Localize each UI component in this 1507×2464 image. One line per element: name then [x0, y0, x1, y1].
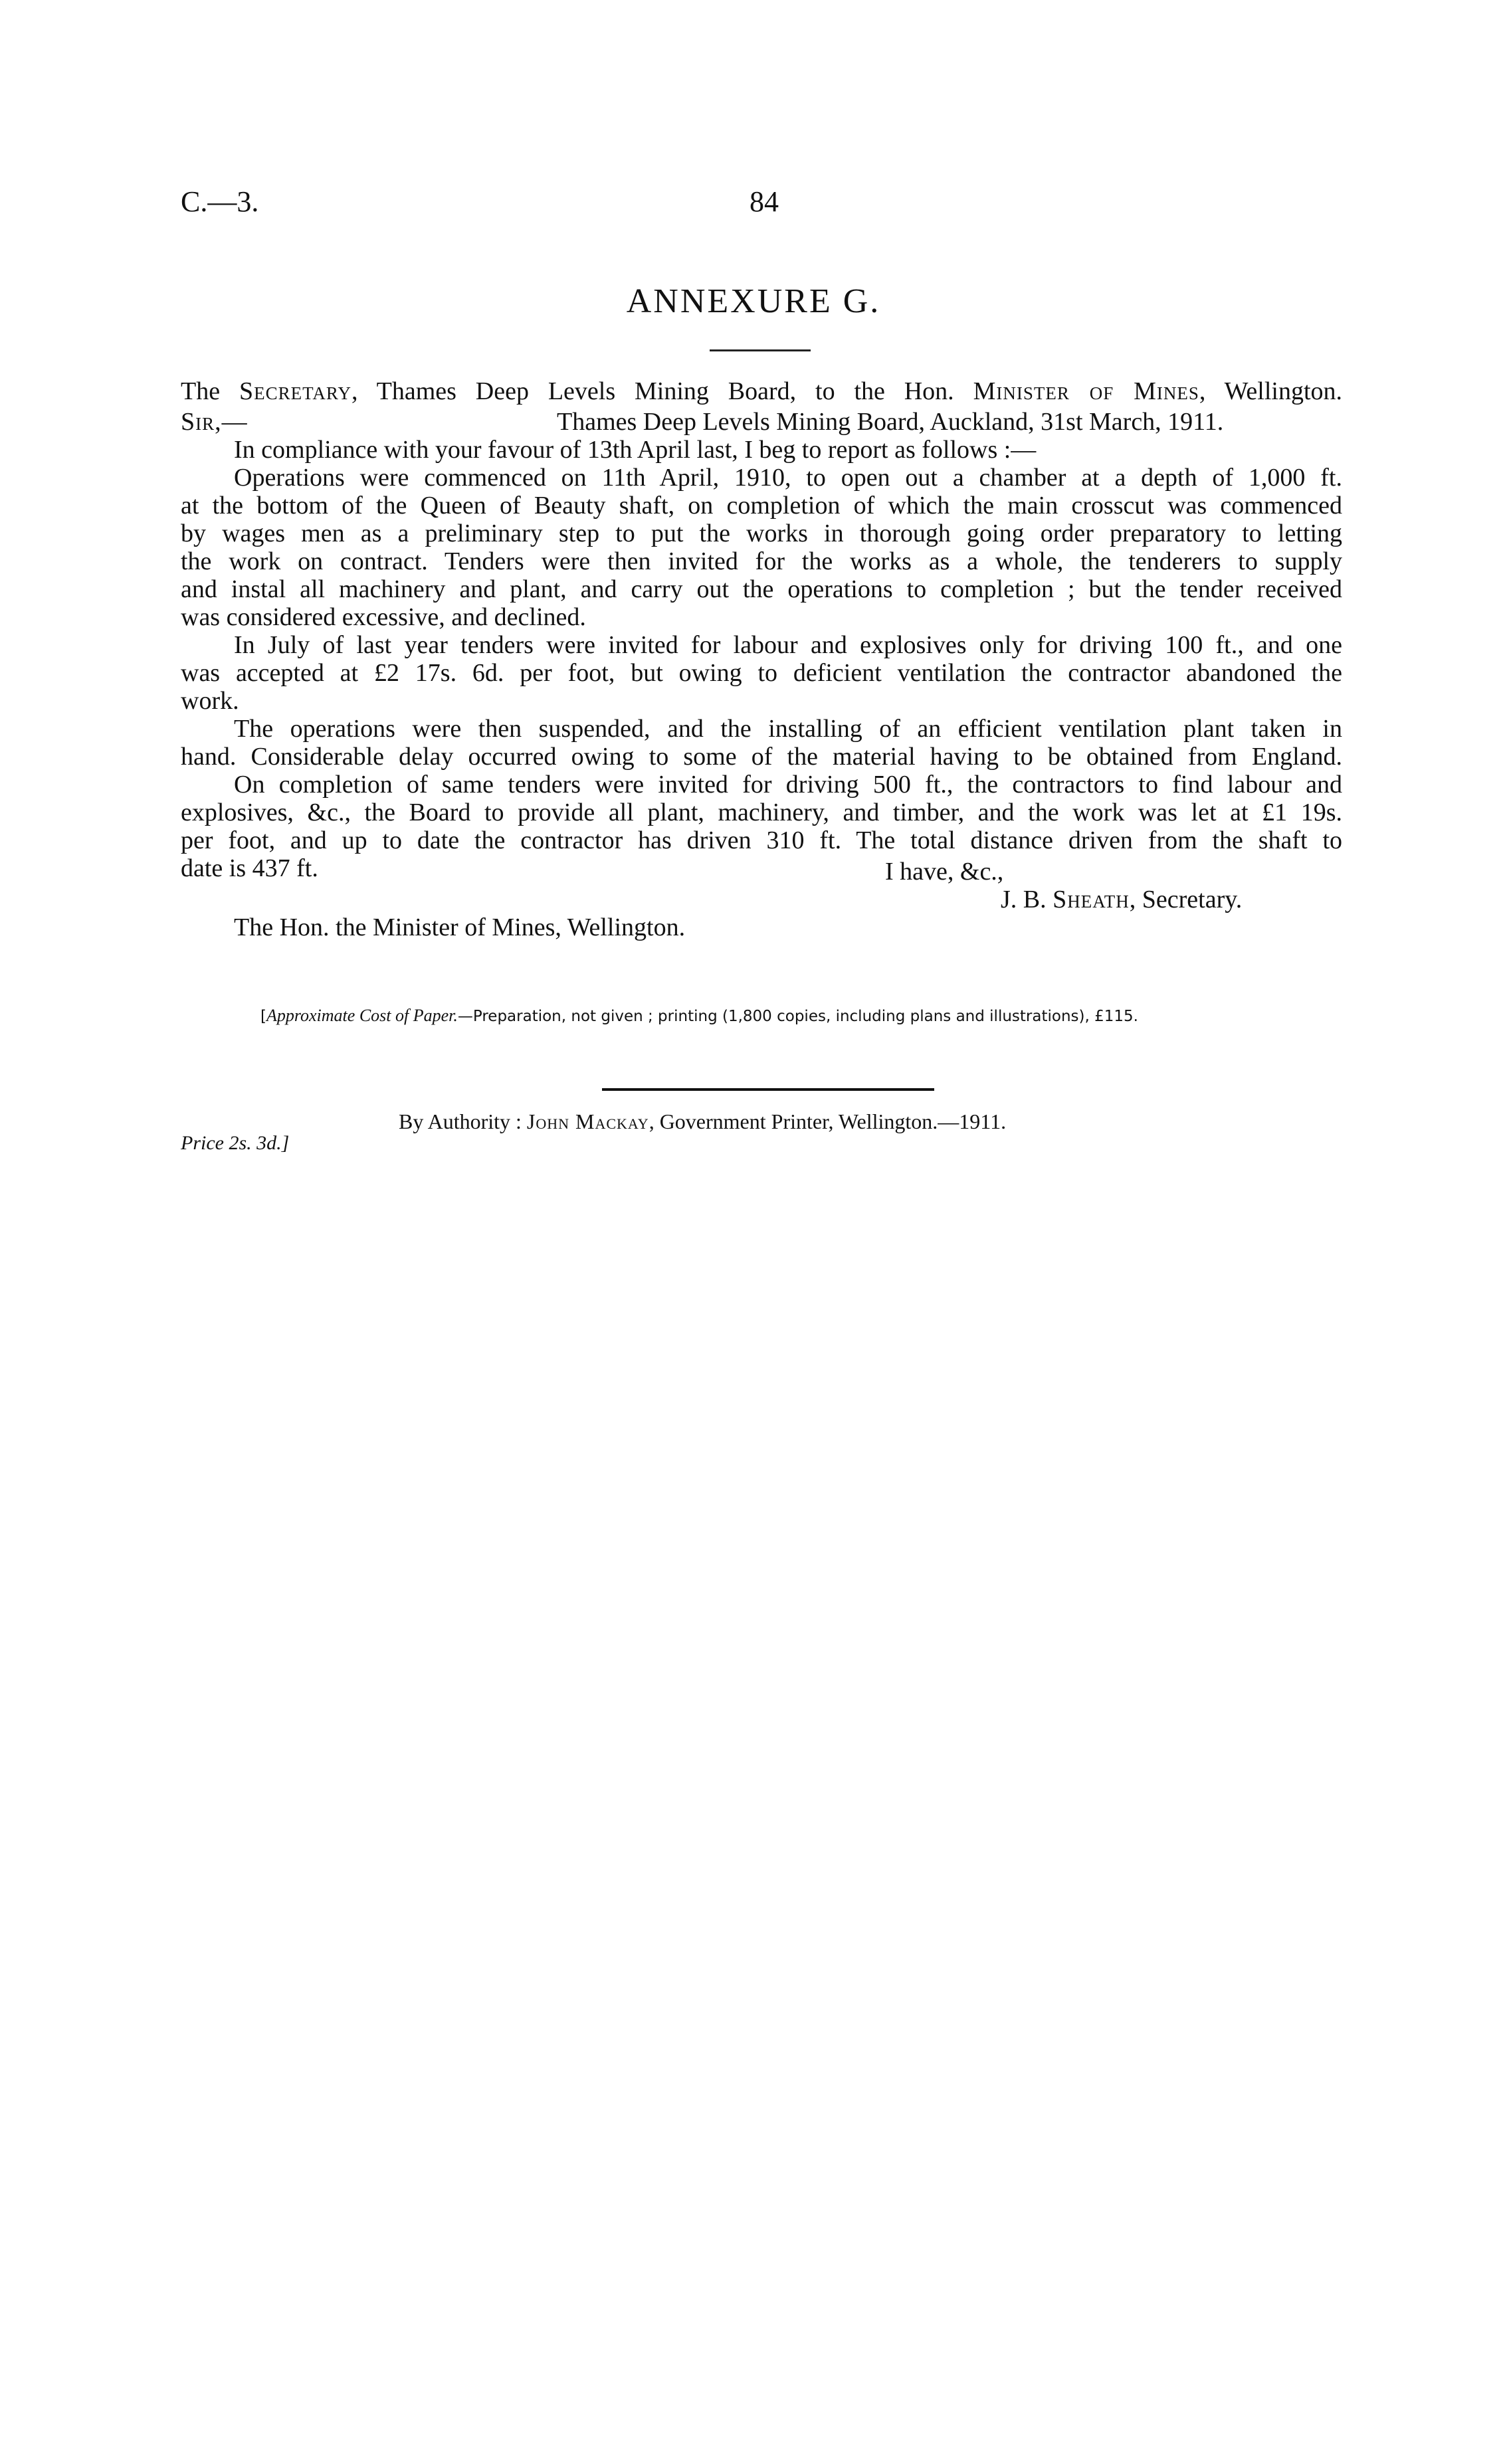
letter-closing: I have, &c.,: [885, 858, 1004, 886]
signature-initials: J. B.: [1001, 886, 1053, 913]
letter-line: In July of last year tenders were invited for labour and explosives only for driving 100 ft., and one: [234, 631, 1342, 659]
page-number: 84: [750, 185, 779, 218]
signature-title: , Secretary.: [1129, 886, 1243, 913]
letter-line: hand. Considerable delay occurred owing to some of the material having to be obtained from England.: [181, 743, 1342, 771]
letter-line: by wages men as a preliminary step to put the works in thorough going order preparatory to letting: [181, 520, 1342, 547]
letter-line: date is 437 ft.: [181, 854, 318, 882]
cost-note-label: Approximate Cost of Paper.: [266, 1006, 458, 1025]
price-label: Price 2s. 3d.]: [181, 1132, 290, 1154]
letter-line: In compliance with your favour of 13th April last, I beg to report as follows :—: [234, 436, 1037, 464]
letter-heading: [181, 377, 1342, 405]
letter-line: was accepted at £2 17s. 6d. per foot, but owing to deficient ventilation the contractor abandoned the: [181, 659, 1342, 687]
printer-name: John Mackay: [526, 1109, 649, 1133]
report-reference: C.—3.: [181, 185, 259, 218]
letter-recipient: The Hon. the Minister of Mines, Wellington.: [234, 913, 686, 941]
authority-suffix: , Government Printer, Wellington.—1911.: [649, 1109, 1007, 1133]
title-divider: [710, 349, 811, 351]
heading-suffix: , Wellington.: [1199, 377, 1342, 405]
letter-line: and instal all machinery and plant, and carry out the operations to completion ; but the tender received: [181, 575, 1342, 603]
letter-line: was considered excessive, and declined.: [181, 603, 586, 631]
signature-name: Sheath: [1053, 886, 1130, 913]
signature: [1001, 885, 1242, 914]
printer-authority: [399, 1109, 1006, 1134]
letter-line: per foot, and up to date the contractor has driven 310 ft. The total distance driven from the shaft to: [181, 826, 1342, 854]
letter-line: The operations were then suspended, and the installing of an efficient ventilation plant taken in: [234, 715, 1342, 743]
cost-note-text: —Preparation, not given ; printing (1,800 copies, including plans and illustrations), £115.: [457, 1008, 1138, 1025]
letter-line: at the bottom of the Queen of Beauty shaft, on completion of which the main crosscut was commenced: [181, 492, 1342, 520]
letter-line: On completion of same tenders were invited for driving 500 ft., the contractors to find labour and: [234, 771, 1342, 799]
cost-note: [Approximate Cost of Paper.—Preparation, not given ; printing (1,800 copies, including plans and illustrations), £115.: [260, 1006, 1138, 1025]
salutation: Sir,—: [181, 408, 248, 436]
heading-prefix: The: [181, 377, 239, 405]
letter-line: work.: [181, 687, 239, 715]
letter-line: Operations were commenced on 11th April, 1910, to open out a chamber at a depth of 1,000 ft.: [234, 464, 1342, 492]
letter-address-date: Thames Deep Levels Mining Board, Auckland, 31st March, 1911.: [557, 408, 1224, 436]
letter-line: explosives, &c., the Board to provide all plant, machinery, and timber, and the work was let at £1 19s.: [181, 799, 1342, 826]
heading-middle: , Thames Deep Levels Mining Board, to the Hon.: [351, 377, 973, 405]
footer-divider: [602, 1088, 934, 1091]
authority-prefix: By Authority :: [399, 1109, 527, 1133]
heading-secretary: Secretary: [239, 377, 352, 405]
heading-minister: Minister of Mines: [973, 377, 1199, 405]
annexure-title: ANNEXURE G.: [626, 282, 881, 320]
letter-line: the work on contract. Tenders were then invited for the works as a whole, the tenderers to supply: [181, 547, 1342, 575]
